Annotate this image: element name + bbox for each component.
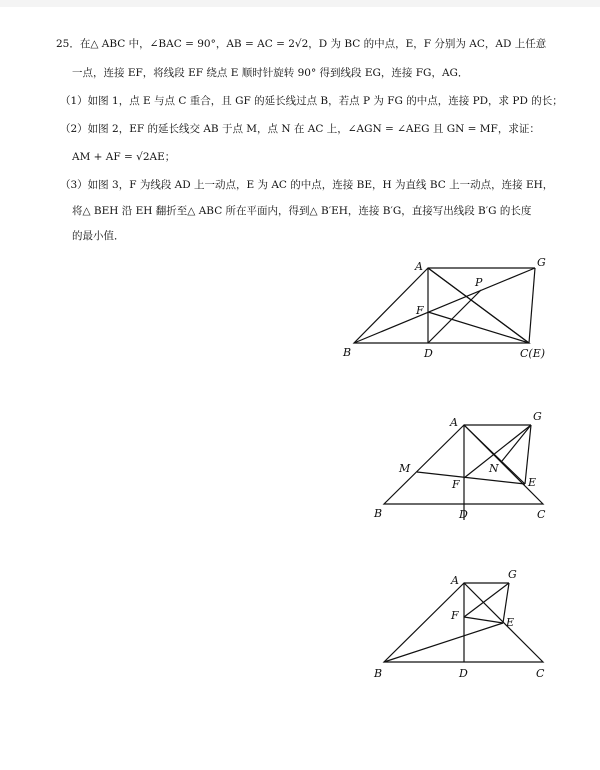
fig2-label-b: B: [374, 507, 383, 520]
fig3-label-c: C: [536, 667, 545, 680]
fig2-label-c: C: [537, 508, 546, 521]
fig3-label-b: B: [374, 667, 383, 680]
problem-line-7: 将△ BEH 沿 EH 翻折至△ ABC 所在平面内，得到△ B′EH，连接 B′G，直接写出线段 B′G 的长度: [72, 205, 532, 217]
fig2-label-m: M: [399, 462, 411, 475]
fig2-label-g: G: [533, 410, 542, 423]
fig1-label-b: B: [343, 346, 352, 359]
fig1-label-a: A: [415, 260, 423, 273]
figure-1: [342, 256, 546, 360]
problem-line-1: 25．在△ ABC 中，∠BAC = 90°，AB = AC = 2√2，D 为 BC 的中点，E，F 分别为 AC，AD 上任意: [56, 38, 547, 50]
fig1-label-c: C(E): [520, 347, 546, 360]
fig3-label-g: G: [508, 568, 517, 581]
figure-3: [373, 568, 545, 680]
fig3-fe: [464, 617, 503, 623]
fig3-label-f: F: [451, 609, 459, 622]
fig1-pd: [428, 290, 481, 343]
fig3-be: [384, 623, 503, 662]
problem-line-3: （1）如图 1，点 E 与点 C 重合，且 GF 的延长线过点 B，若点 P 为 FG 的中点，连接 PD，求 PD 的长；: [60, 95, 563, 107]
fig1-gc: [529, 268, 535, 343]
fig2-label-a: A: [450, 416, 458, 429]
problem-line-5: AM + AF = √2AE；: [72, 151, 176, 163]
fig1-label-d: D: [424, 347, 433, 360]
problem-line-8: 的最小值．: [72, 230, 125, 242]
figure-2: [373, 410, 546, 521]
fig1-label-g: G: [537, 256, 546, 269]
fig2-label-n: N: [489, 462, 499, 475]
fig1-label-f: F: [416, 304, 424, 317]
problem-line-2: 一点，连接 EF，将线段 EF 绕点 E 顺时针旋转 90° 得到线段 EG，连接 FG，AG．: [72, 67, 469, 79]
problem-line-4: （2）如图 2，EF 的延长线交 AB 于点 M，点 N 在 AC 上，∠AGN = ∠AEG 且 GN = MF，求证：: [60, 123, 540, 135]
problem-line-6: （3）如图 3，F 为线段 AD 上一动点，E 为 AC 的中点，连接 BE，H 为直线 BC 上一动点，连接 EH，: [60, 179, 554, 191]
fig3-label-d: D: [459, 667, 468, 680]
fig3-fg: [464, 583, 509, 617]
fig2-label-d: D: [459, 508, 468, 521]
fig3-label-e: E: [506, 616, 515, 629]
fig1-bg: [354, 268, 535, 343]
fig3-label-a: A: [451, 574, 459, 587]
fig1-label-p: P: [475, 276, 483, 289]
fig2-label-f: F: [452, 478, 460, 491]
fig2-me: [417, 472, 525, 484]
fig2-label-e: E: [528, 476, 537, 489]
fig2-gn: [502, 425, 531, 461]
